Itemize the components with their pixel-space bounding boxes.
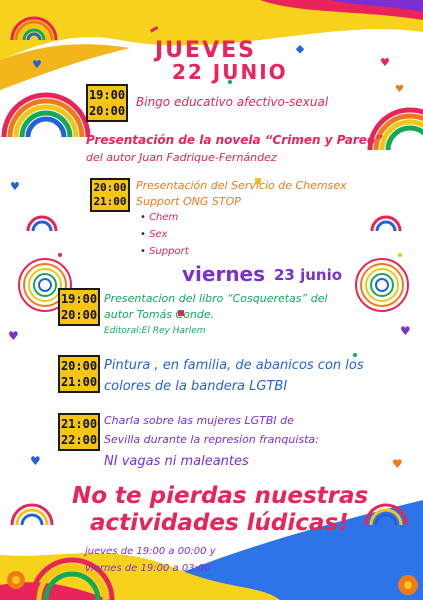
friday-day: viernes	[182, 262, 266, 286]
start-time: 20:00	[60, 359, 98, 373]
svg-text:♥: ♥	[8, 329, 19, 343]
bullet-item: • Chem	[140, 212, 179, 223]
start-time: 20:00	[93, 181, 127, 194]
svg-text:♥: ♥	[400, 324, 411, 338]
event-line: autor Tomás Conde.	[104, 308, 215, 321]
event-highlight: NI vagas ni maleantes	[104, 454, 249, 469]
svg-text:♥: ♥	[10, 180, 20, 193]
bullet-label: Support	[149, 246, 189, 257]
event-line: Presentación de la novela “Crimen y Pareo”	[86, 133, 383, 147]
event-line: del autor Juan Fadrique-Fernández	[86, 151, 277, 164]
time-box	[58, 288, 100, 326]
event-line: colores de la bandera LGTBI	[104, 379, 288, 394]
svg-text:♥: ♥	[380, 56, 390, 69]
bullet-item: • Support	[140, 246, 189, 257]
bullet-item: • Sex	[140, 229, 168, 240]
end-time: 22:00	[60, 433, 98, 447]
event-line: Pintura , en familia, de abanicos con los	[104, 358, 364, 373]
end-time: 20:00	[88, 104, 126, 118]
time-box	[90, 178, 130, 212]
cta-line-2: actividades lúdicas!	[90, 510, 349, 536]
time-box	[58, 413, 100, 451]
end-time: 21:00	[93, 195, 127, 208]
svg-text:♥: ♥	[32, 58, 42, 71]
start-time: 19:00	[88, 88, 126, 102]
svg-text:♥: ♥	[30, 454, 41, 468]
event-line: Sevilla durante la represion franquista:	[104, 433, 319, 446]
header-date: 22 JUNIO	[172, 60, 288, 84]
start-time: 19:00	[60, 292, 98, 306]
friday-date: 23 junio	[274, 266, 343, 284]
time-box	[58, 355, 100, 393]
event-line: Charla sobre las mujeres LGTBI de	[104, 414, 294, 427]
bullet-label: Sex	[149, 229, 168, 240]
event-note: Editoral:El Rey Harlem	[104, 326, 206, 336]
header-day: JUEVES	[155, 38, 256, 63]
start-time: 21:00	[60, 417, 98, 431]
event-line: Presentacion del libro “Cosqueretas” del	[104, 292, 328, 305]
time-box	[86, 84, 128, 122]
bullet-label: Chem	[149, 212, 179, 223]
schedule-line-2: viernes de 19:00 a 03:00	[85, 563, 211, 574]
cta-line-1: No te pierdas nuestras	[72, 483, 369, 509]
schedule-line-1: jueves de 19:00 a 00:00 y	[85, 546, 216, 557]
end-time: 20:00	[60, 308, 98, 322]
event-line: Support ONG STOP	[136, 195, 241, 208]
svg-text:♥: ♥	[395, 84, 404, 95]
end-time: 21:00	[60, 375, 98, 389]
event-title: Bingo educativo afectivo-sexual	[136, 95, 329, 109]
svg-text:♥: ♥	[392, 457, 403, 471]
event-line: Presentación del Servicio de Chemsex	[136, 179, 347, 192]
